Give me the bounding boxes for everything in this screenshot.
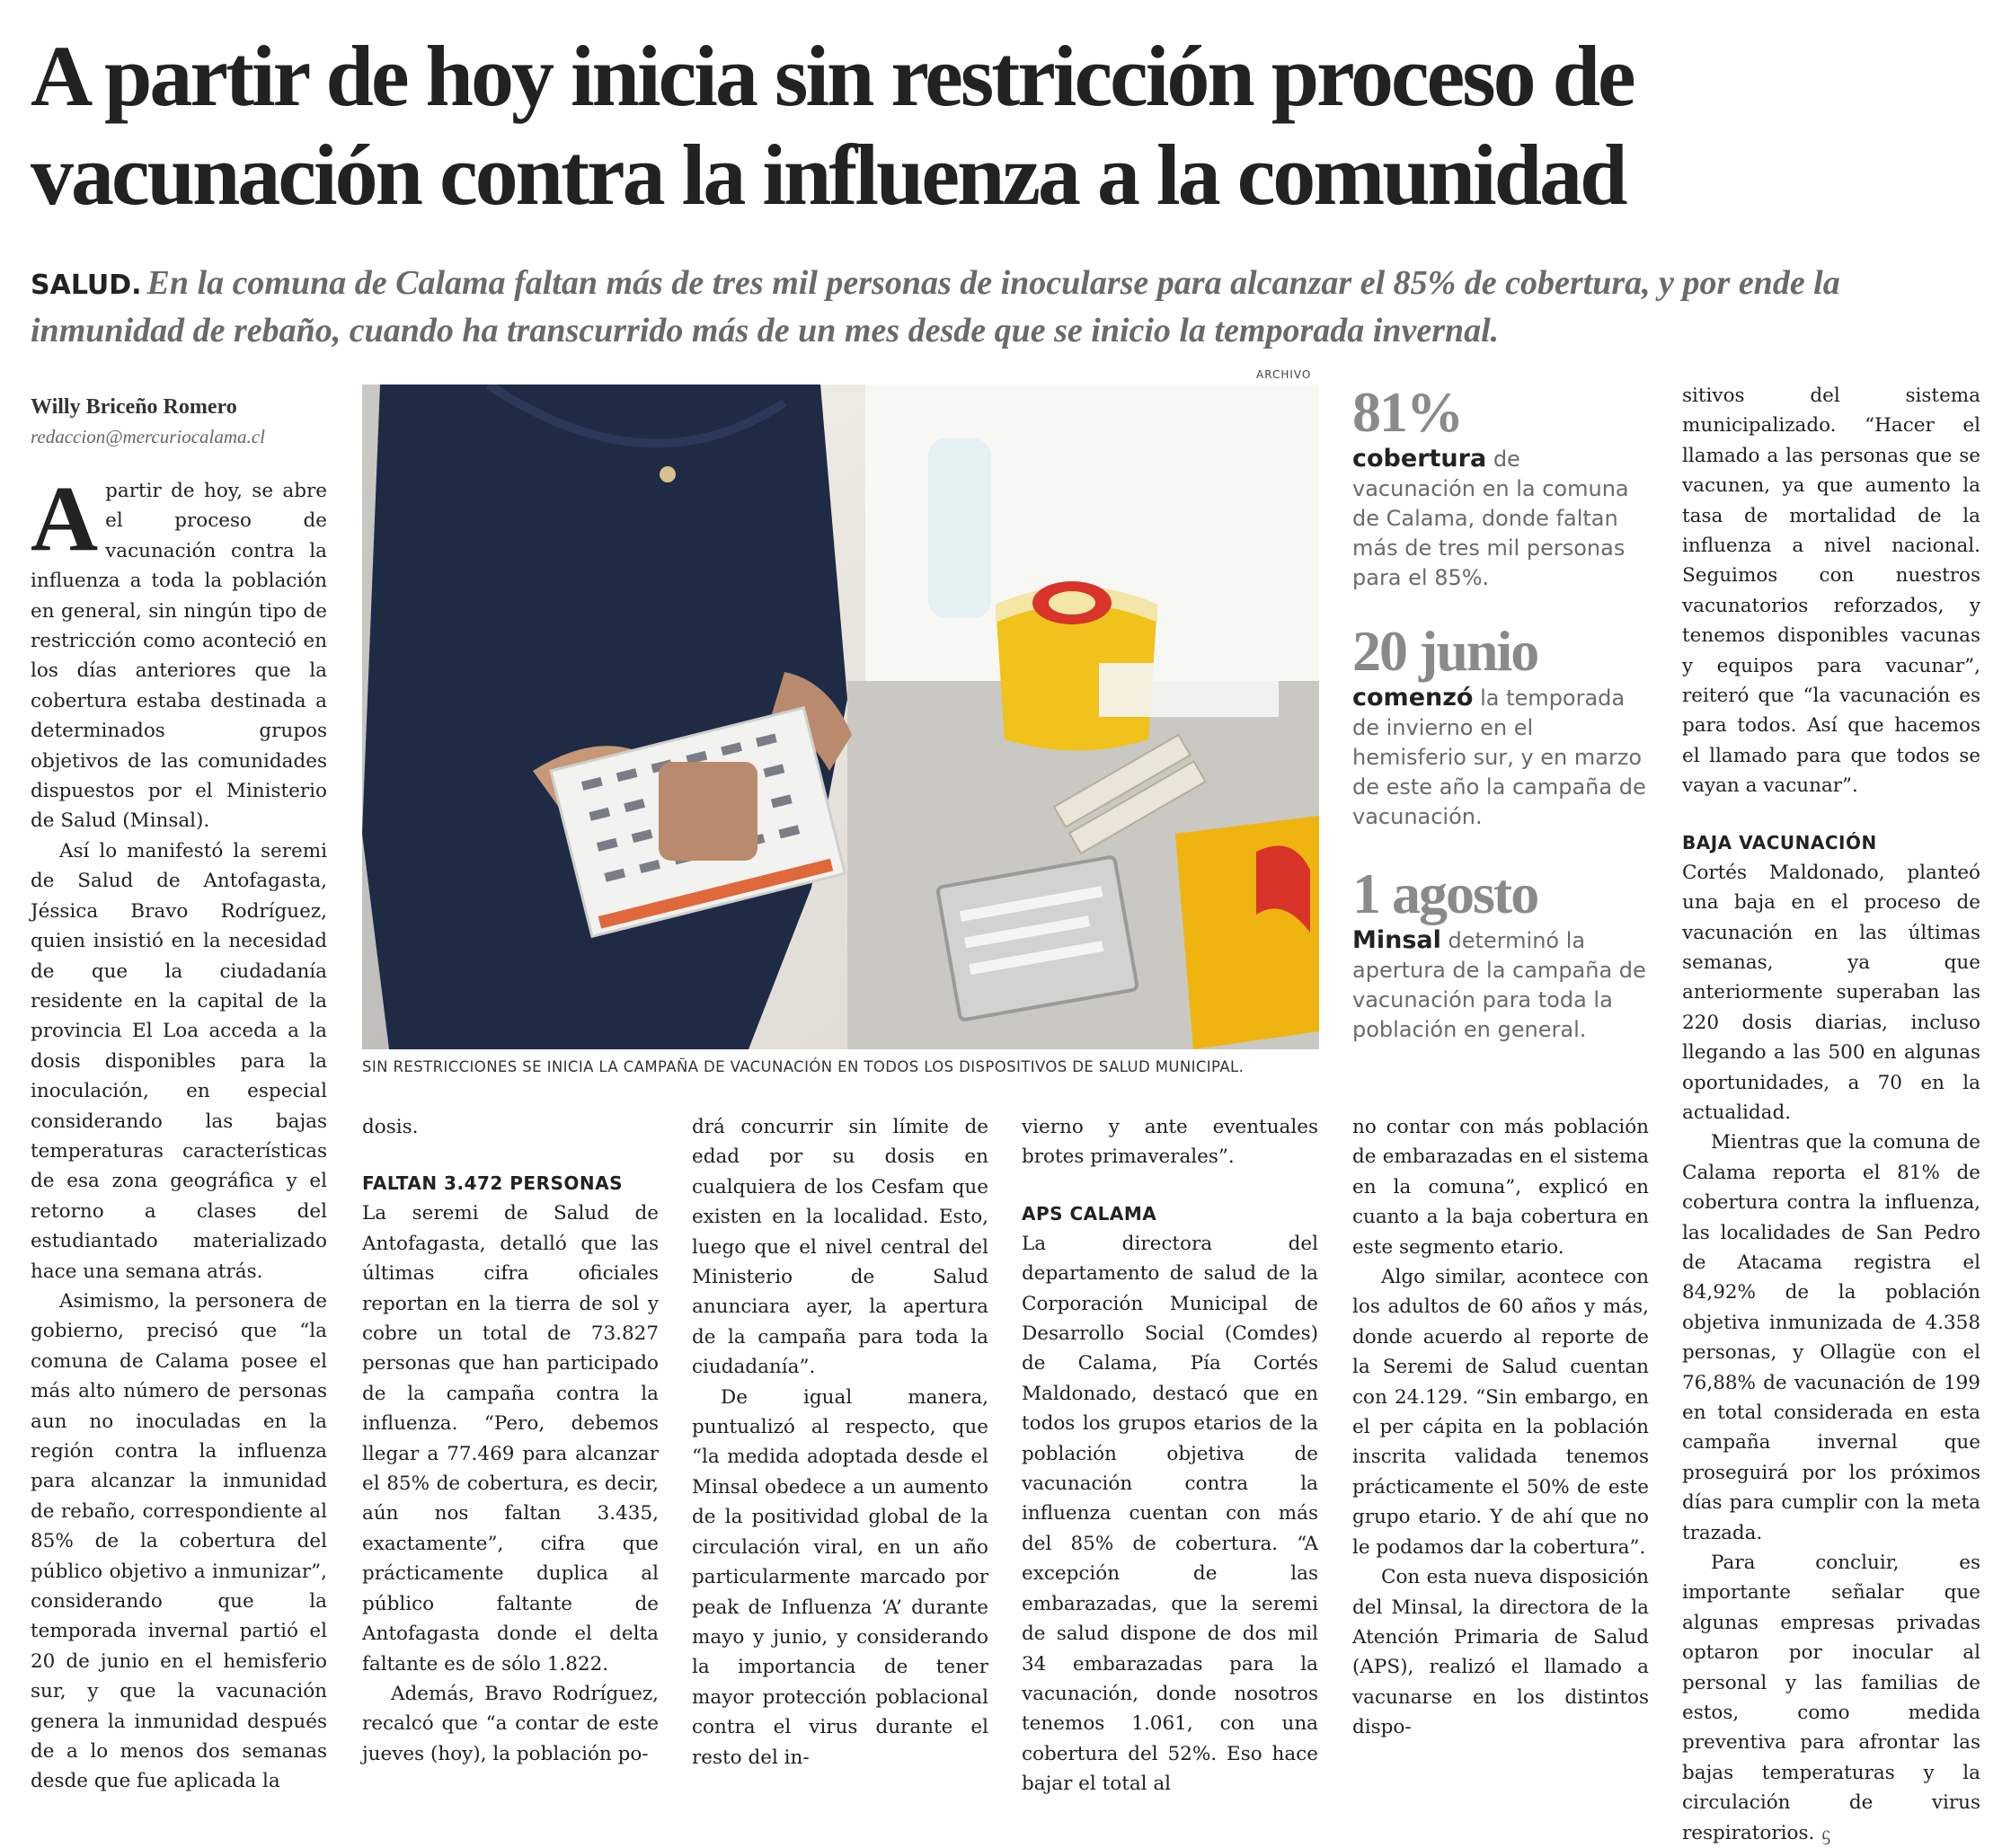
stat-description: comenzó la temporada de invierno en el hemisferio sur, y en marzo de este año la campaña de vacunación. [1352,684,1646,829]
subheading: FALTAN 3.472 PERSONAS [362,1172,624,1195]
stat-block-2 [1352,620,1649,832]
photo-caption: SIN RESTRICCIONES SE INICIA LA CAMPAÑA DE VACUNACIÓN EN TODOS LOS DISPOSITIVOS DE SALUD MUNICIPAL. [362,1058,1245,1075]
body-paragraph: Cortés Maldonado, planteó una baja en el proceso de vacunación en las últimas semanas, ya que anteriormente superaban las 220 dosis diarias, incluso llegando a las 500 en algunas oportunidades, a 70 en la actualidad. [1682,861,1980,1124]
article-column-3 [692,1112,988,1773]
stat-number: 20 junio [1352,619,1538,683]
photo-credit: ARCHIVO [1256,368,1312,381]
body-paragraph: Con esta nueva disposición del Minsal, la directora de la Atención Primaria de Salud (APS), realizó el llamado a vacunarse en los distintos dispo- [1352,1566,1649,1739]
body-paragraph: vierno y ante eventuales brotes primaverales”. [1022,1116,1318,1169]
body-paragraph: Además, Bravo Rodríguez, recalcó que “a contar de este jueves (hoy), la población po- [362,1682,659,1765]
stat-number: 1 agosto [1352,862,1538,925]
headline: A partir de hoy inicia sin restricción proceso de vacunación contra la influenza a la comunidad [31,28,1634,223]
end-mark-icon: ᦓ [1821,1821,1830,1844]
article-column-5 [1352,1112,1649,1743]
body-paragraph: Algo similar, acontece con los adultos de 60 años y más, donde acuerdo al reporte de la Seremi de Salud cuentan con 24.129. “Sin embargo, en el per cápita en la población inscrita validada tenemos prácticamente el 50% de este grupo etario. Y de ahí que no le podamos dar la cobertura”. [1352,1266,1649,1559]
section-kicker: SALUD. [31,270,142,301]
body-paragraph: De igual manera, puntualizó al respecto, que “la medida adoptada desde el Minsal obedece a un aumento de la positividad global de la circulación viral, en un año particularmente marcado por peak de Influenza ‘A’ durante mayo y junio, y considerando la importancia de tener mayor protección poblacional contra el virus durante el resto del in- [692,1385,988,1769]
body-paragraph: sitivos del sistema municipalizado. “Hacer el llamado a las personas que se vacunen, ya que aumento la tasa de mortalidad de la influenza a nivel nacional. Seguimos con nuestros vacunatorios reforzados, y tenemos disponibles vacunas y equipos para vacunar”, reiteró que “la vacunación es para todos. Así que hacemos el llamado para que todos se vayan a vacunar”. [1682,385,1980,798]
lead-paragraph: Apartir de hoy, se abre el proceso de vacunación contra la influenza a toda la población en general, sin ningún tipo de restricción como aconteció en los días anteriores que la cobertura estaba destinada a determinados grupos objetivos de las comunidades dispuestos por el Ministerio de Salud (Minsal). [31,467,327,833]
body-paragraph: no contar con más población de embarazadas en el sistema en la comuna”, explicó en cuanto a la baja cobertura en este segmento etario. [1352,1116,1649,1259]
article-column-6 [1682,381,1980,1848]
body-paragraph: Asimismo, la personera de gobierno, precisó que “la comuna de Calama posee el más alto número de personas aun no inoculadas en la región contra la influenza para alcanzar la inmunidad de rebaño, correspondiente al 85% de la cobertura del público objetivo a inmunizar”, considerando que la temporada invernal partió el 20 de junio en el hemisferio sur, y que la vacunación genera la inmunidad después de a lo menos dos semanas desde que fue aplicada la [31,1289,327,1793]
article-column-4 [1022,1112,1318,1799]
body-paragraph: Para concluir, es importante señalar que algunas empresas privadas optaron por inocular al personal y las familias de estos, como medida preventiva para afrontar las bajas temperaturas y la circulación de virus respiratorios. ᦓ [1682,1552,1980,1844]
article-photo [362,385,1319,1049]
body-paragraph: La directora del departamento de salud de la Corporación Municipal de Desarrollo Social (Comdes) de Calama, Pía Cortés Maldonado, destacó que en todos los grupos etarios de la población objetiva de vacunación contra la influenza cuentan con más del 85% de cobertura. “A excepción de las embarazadas, que la seremi de salud dispone de dos mil 34 embarazadas para la vacunación, donde nosotros tenemos 1.061, con una cobertura del 52%. Eso hace bajar el total al [1022,1232,1318,1796]
body-paragraph: drá concurrir sin límite de edad por su dosis en cualquiera de los Cesfam que existen en la localidad. Esto, luego que el nivel central del Ministerio de Salud anunciara ayer, la apertura de la campaña para toda la ciudadanía”. [692,1116,988,1379]
body-paragraph: Mientras que la comuna de Calama reporta el 81% de cobertura contra la influenza, las localidades de San Pedro de Atacama registra el 84,92% de la población objetiva inmunizada de 4.358 personas, y Ollagüe con el 76,88% de vacunación de 199 en total considerada en esta campaña invernal que proseguirá por los próximos días para cumplir con la meta trazada. [1682,1131,1980,1544]
stat-description: cobertura de vacunación en la comuna de Calama, donde faltan más de tres mil personas para el 85%. [1352,445,1629,590]
subheading: BAJA VACUNACIÓN [1682,831,1877,853]
subheadline-text: En la comuna de Calama faltan más de tres mil personas de inocularse para alcanzar el 85% de cobertura, y por ende la inmunidad de rebaño, cuando ha transcurrido más de un mes desde que se inicio la temporada invernal. [31,264,1840,349]
body-paragraph: Así lo manifestó la seremi de Salud de Antofagasta, Jéssica Bravo Rodríguez, quien insistió en la necesidad de que la ciudadanía residente en la capital de la provincia El Loa acceda a la dosis disponibles para la inoculación, en especial considerando las bajas temperaturas características de esa zona geográfica y el retorno a clases del estudiantado materializado hace una semana atrás. [31,839,327,1283]
vaccination-photo-illustration [362,385,1319,1049]
stat-block-3 [1352,862,1649,1045]
article-column-2 [362,1112,659,1769]
subheadline [31,261,1989,353]
body-paragraph: La seremi de Salud de Antofagasta, detalló que las últimas cifra oficiales reportan en la tierra de sol y cobre un total de 73.827 personas que han participado de la campaña contra la influenza. “Pero, debemos llegar a 77.469 para alcanzar el 85% de cobertura, es decir, aún nos faltan 3.435, exactamente”, cifra que prácticamente duplica al público faltante de Antofagasta donde el delta faltante es de sólo 1.822. [362,1202,659,1676]
body-paragraph: dosis. [362,1116,419,1138]
subheading: APS CALAMA [1022,1202,1157,1225]
drop-cap: A [31,467,99,570]
stat-block-1 [1352,381,1649,593]
byline-author: Willy Briceño Romero [31,395,237,419]
stat-description: Minsal determinó la apertura de la campaña de vacunación para toda la población en general. [1352,926,1646,1042]
byline-email[interactable]: redaccion@mercuriocalama.cl [31,426,265,447]
article-column-1 [31,467,327,1797]
stat-number: 81% [1352,380,1462,444]
